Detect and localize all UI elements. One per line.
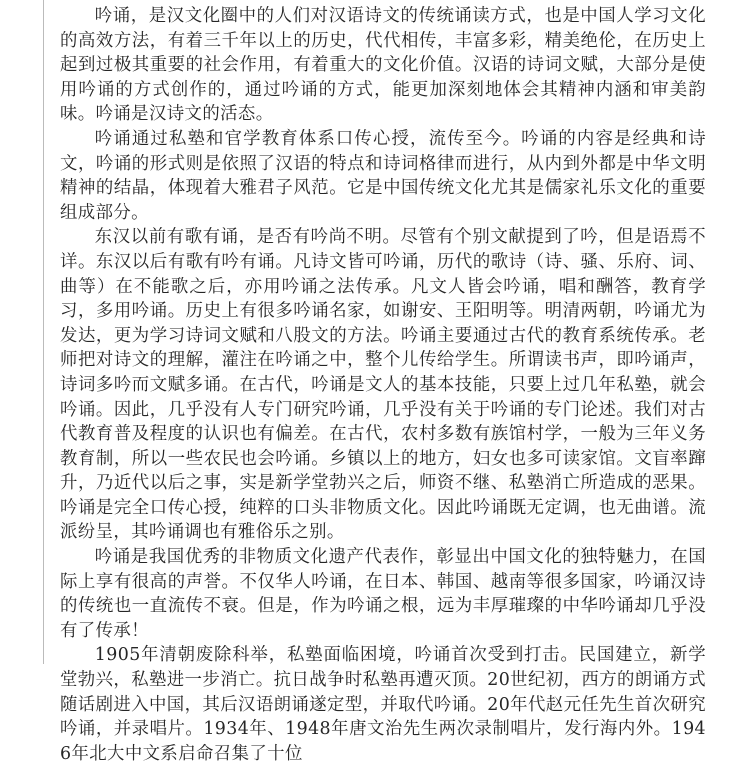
paragraph-history: 东汉以前有歌有诵，是否有吟尚不明。尽管有个别文献提到了吟，但是语焉不详。东汉以后有歌有吟有诵。凡诗文皆可吟诵，历代的歌诗（诗、骚、乐府、词、曲等）在不能歌之后，亦用吟诵之法传承。凡文人皆会吟诵，唱和酬答，教育学习，多用吟诵。历史上有很多吟诵名家，如谢安、王阳明等。明清两朝，吟诵尤为发达，更为学习诗词文赋和八股文的方法。吟诵主要通过古代的教育系统传承。老师把对诗文的理解，灌注在吟诵之中，整个儿传给学生。所谓读书声，即吟诵声，诗词多吟而文赋多诵。在古代，吟诵是文人的基本技能，只要上过几年私塾，就会吟诵。因此，几乎没有人专门研究吟诵，几乎没有关于吟诵的专门论述。我们对古代教育普及程度的认识也有偏差。在古代，农村多数有族馆村学，一般为三年义务教育制，所以一些农民也会吟诵。乡镇以上的地方，妇女也多可读家馆。文盲率蹿升，乃近代以后之事，实是新学堂勃兴之后，师资不继、私塾消亡所造成的恶果。吟诵是完全口传心授，纯粹的口头非物质文化。因此吟诵既无定调，也无曲谱。流派纷呈，其吟诵调也有雅俗乐之别。 [60,227,706,543]
paragraph-heritage: 吟诵是我国优秀的非物质文化遗产代表作，彰显出中国文化的独特魅力，在国际上享有很高的声誉。不仅华人吟诵，在日本、韩国、越南等很多国家，吟诵汉诗的传统也一直流传不衰。但是，作为吟诵之根，远为丰厚璀璨的中华吟诵却几乎没有了传承！ [60,547,706,641]
article-body [60,4,706,766]
left-margin-rule [43,0,44,664]
paragraph-intro: 吟诵，是汉文化圈中的人们对汉语诗文的传统诵读方式，也是中国人学习文化的高效方法，有着三千年以上的历史，代代相传，丰富多彩，精美绝伦，在历史上起到过极其重要的社会作用，有着重大的文化价值。汉语的诗词文赋，大部分是使用吟诵的方式创作的，通过吟诵的方式，能更加深刻地体会其精神内涵和审美韵味。吟诵是汉诗文的活态。 [60,6,706,125]
paragraph-decline: 1905年清朝废除科举，私塾面临困境，吟诵首次受到打击。民国建立，新学堂勃兴，私塾进一步消亡。抗日战争时私塾再遭灭顶。20世纪初，西方的朗诵方式随话剧进入中国，其后汉语朗诵遂定型，并取代吟诵。20年代赵元任先生首次研究吟诵，并录唱片。1934年、1948年唐文治先生两次录制唱片，发行海内外。1946年北大中文系启命召集了十位 [60,645,706,764]
paragraph-transmission: 吟诵通过私塾和官学教育体系口传心授，流传至今。吟诵的内容是经典和诗文，吟诵的形式则是依照了汉语的特点和诗词格律而进行，从内到外都是中华文明精神的结晶，体现着大雅君子风范。它是中国传统文化尤其是儒家礼乐文化的重要组成部分。 [60,128,706,223]
